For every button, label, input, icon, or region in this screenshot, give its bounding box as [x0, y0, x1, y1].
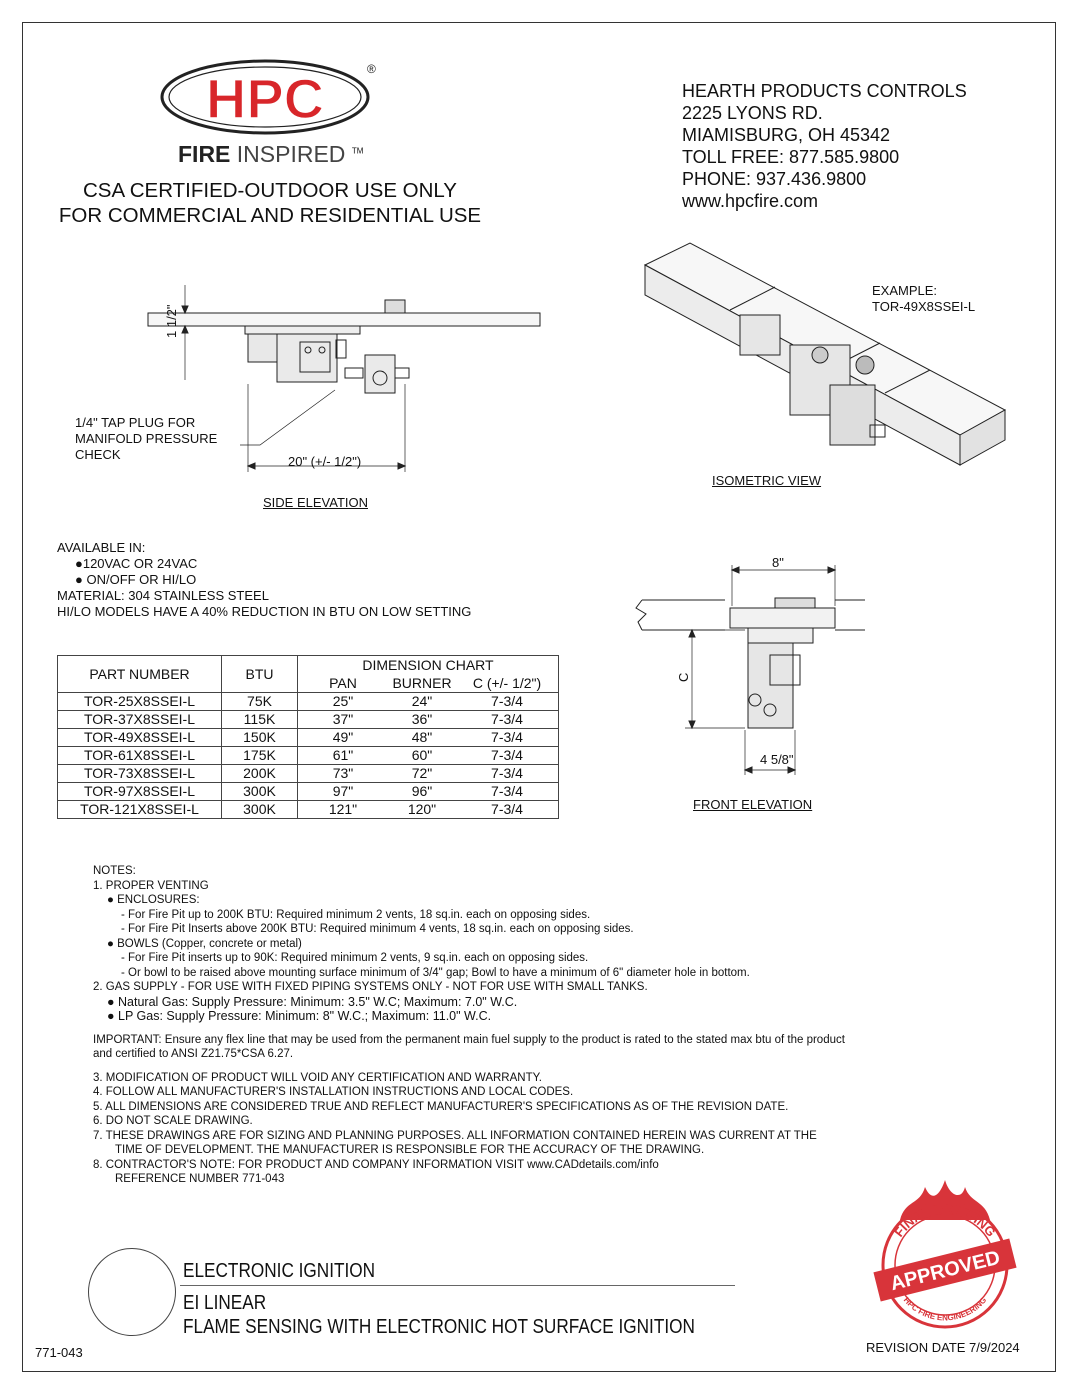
isometric-caption: ISOMETRIC VIEW: [712, 473, 822, 488]
btu-cell: 75K: [222, 693, 298, 711]
part-number-cell: TOR-121X8SSEI-L: [58, 801, 222, 819]
note-enclosure-2: - For Fire Pit Inserts above 200K BTU: Required minimum 4 vents, 18 sq.in. each on opposing sides.: [121, 923, 634, 935]
part-number-cell: TOR-37X8SSEI-L: [58, 711, 222, 729]
title-circle: [88, 1248, 176, 1336]
registered-mark: ®: [367, 62, 376, 76]
isometric-view-drawing: [640, 235, 1010, 475]
front-elevation-caption: FRONT ELEVATION: [693, 797, 813, 812]
table-row: [58, 783, 559, 801]
table-row: [58, 693, 559, 711]
btu-cell: 175K: [222, 747, 298, 765]
company-toll-free: TOLL FREE: 877.585.9800: [682, 147, 900, 167]
burner-cell: 60": [388, 747, 456, 765]
tm-mark: TM: [351, 146, 364, 156]
burner-cell: 120": [388, 801, 456, 819]
title-divider: [180, 1285, 735, 1286]
c-dimension-cell: 7-3/4: [456, 729, 559, 747]
side-elevation-caption: SIDE ELEVATION: [263, 495, 368, 510]
c-dimension-cell: 7-3/4: [456, 765, 559, 783]
note-7: 7. THESE DRAWINGS ARE FOR SIZING AND PLANNING PURPOSES. ALL INFORMATION CONTAINED HEREIN WAS CURRENT AT THE: [93, 1129, 817, 1142]
burner-cell: 36": [388, 711, 456, 729]
brand-tagline: [178, 141, 363, 168]
dimension-chart-header: DIMENSION CHART: [298, 656, 559, 675]
btu-cell: 150K: [222, 729, 298, 747]
note-bowl-2: - Or bowl to be raised above mounting surface minimum of 3/4" gap; Bowl to have a minimum of 6" diameter hole in bottom.: [121, 966, 750, 979]
logo-text: HPC: [205, 67, 325, 130]
part-number-cell: TOR-25X8SSEI-L: [58, 693, 222, 711]
c-dimension-cell: 7-3/4: [456, 801, 559, 819]
table-row: [58, 729, 559, 747]
table-row: [58, 801, 559, 819]
note-1: 1. PROPER VENTING: [93, 879, 209, 892]
btu-cell: 200K: [222, 765, 298, 783]
side-height-dim: 1 1/2": [164, 304, 179, 338]
btu-cell: 115K: [222, 711, 298, 729]
note-2: 2. GAS SUPPLY - FOR USE WITH FIXED PIPING SYSTEMS ONLY - NOT FOR USE WITH SMALL TANKS.: [93, 981, 648, 993]
company-phone: PHONE: 937.436.9800: [682, 169, 867, 189]
pan-cell: 25": [298, 693, 389, 711]
stamp-banner: APPROVED: [888, 1246, 1003, 1296]
note-3: 3. MODIFICATION OF PRODUCT WILL VOID ANY CERTIFICATION AND WARRANTY.: [93, 1071, 542, 1084]
part-number-cell: TOR-73X8SSEI-L: [58, 765, 222, 783]
front-elevation-drawing: [630, 560, 870, 780]
availability-block: [57, 540, 471, 620]
table-row: [58, 711, 559, 729]
note-lp-gas: ● LP Gas: Supply Pressure: Minimum: 8" W.C.; Maximum: 11.0" W.C.: [107, 1009, 492, 1023]
part-number-cell: TOR-49X8SSEI-L: [58, 729, 222, 747]
availability-heading: AVAILABLE IN:: [57, 540, 146, 555]
iso-example-model: TOR-49X8SSEI-L: [872, 299, 976, 314]
burner-cell: 72": [388, 765, 456, 783]
col-burner: BURNER: [392, 674, 452, 691]
iso-example-label: EXAMPLE:: [872, 283, 938, 298]
tagline-inspired: INSPIRED: [236, 141, 346, 167]
part-number-cell: TOR-97X8SSEI-L: [58, 783, 222, 801]
col-c: C (+/- 1/2"): [456, 674, 559, 693]
availability-option-1: ●120VAC OR 24VAC: [75, 556, 198, 571]
c-dimension-cell: 7-3/4: [456, 747, 559, 765]
tagline-fire: FIRE: [178, 141, 231, 167]
col-pan: PAN: [298, 674, 389, 693]
availability-option-2: ● ON/OFF OR HI/LO: [75, 572, 197, 587]
col-btu: BTU: [222, 656, 298, 693]
c-dimension-cell: 7-3/4: [456, 711, 559, 729]
pan-cell: 73": [298, 765, 389, 783]
note-8: 8. CONTRACTOR'S NOTE: FOR PRODUCT AND COMPANY INFORMATION VISIT www.CADdetails.com/info: [93, 1158, 659, 1171]
notes-heading: NOTES:: [93, 865, 136, 877]
company-city: MIAMISBURG, OH 45342: [682, 125, 891, 145]
title-line-3: FLAME SENSING WITH ELECTRONIC HOT SURFACE IGNITION: [183, 1316, 695, 1338]
revision-date: REVISION DATE 7/9/2024: [866, 1340, 1020, 1355]
stamp-bottom-text: HPC FIRE ENGINEERING: [901, 1295, 989, 1323]
col-part-number: PART NUMBER: [58, 656, 222, 693]
notes-block: [93, 864, 845, 1187]
btu-cell: 300K: [222, 783, 298, 801]
note-important-2: and certified to ANSI Z21.75*CSA 6.27.: [93, 1048, 294, 1060]
note-enclosure-1: - For Fire Pit up to 200K BTU: Required minimum 2 vents, 18 sq.in. each on opposing sides.: [121, 908, 591, 921]
front-height-dim: C: [676, 672, 691, 682]
pan-cell: 121": [298, 801, 389, 819]
table-row: [58, 765, 559, 783]
part-number-cell: TOR-61X8SSEI-L: [58, 747, 222, 765]
note-enclosures: ● ENCLOSURES:: [107, 894, 200, 906]
title-line-2: EI LINEAR: [183, 1292, 267, 1314]
front-base-dim: 4 5/8": [760, 752, 794, 767]
hilo-note: HI/LO MODELS HAVE A 40% REDUCTION IN BTU ON LOW SETTING: [57, 604, 472, 619]
company-street: 2225 LYONS RD.: [682, 103, 823, 123]
pan-cell: 61": [298, 747, 389, 765]
note-5: 5. ALL DIMENSIONS ARE CONSIDERED TRUE AND REFLECT MANUFACTURER'S SPECIFICATIONS AS OF THE REVISION DATE.: [93, 1100, 789, 1113]
drawing-number: 771-043: [35, 1345, 83, 1360]
burner-cell: 96": [388, 783, 456, 801]
c-dimension-cell: 7-3/4: [456, 693, 559, 711]
c-dimension-cell: 7-3/4: [456, 783, 559, 801]
pan-cell: 49": [298, 729, 389, 747]
company-name: HEARTH PRODUCTS CONTROLS: [682, 81, 967, 101]
company-web[interactable]: www.hpcfire.com: [682, 191, 819, 211]
tap-note-line-3: CHECK: [75, 447, 121, 462]
burner-cell: 48": [388, 729, 456, 747]
table-row: [58, 747, 559, 765]
certification-line-2: FOR COMMERCIAL AND RESIDENTIAL USE: [58, 204, 482, 227]
company-block: [682, 80, 967, 212]
reference-number: REFERENCE NUMBER 771-043: [115, 1173, 285, 1185]
side-width-dim: 20" (+/- 1/2"): [288, 454, 362, 469]
dimension-table: [57, 655, 559, 819]
pan-cell: 37": [298, 711, 389, 729]
tap-note-line-2: MANIFOLD PRESSURE: [75, 431, 218, 446]
certification-line-1: CSA CERTIFIED-OUTDOOR USE ONLY: [83, 179, 457, 202]
note-bowl-1: - For Fire Pit inserts up to 90K: Required minimum 2 vents, 9 sq.in. each on opposing sides.: [121, 952, 589, 964]
burner-cell: 24": [388, 693, 456, 711]
note-4: 4. FOLLOW ALL MANUFACTURER'S INSTALLATION INSTRUCTIONS AND LOCAL CODES.: [93, 1086, 574, 1098]
front-width-dim: 8": [772, 555, 784, 570]
iso-example: [872, 283, 975, 315]
title-line-1: ELECTRONIC IGNITION: [183, 1260, 376, 1282]
note-6: 6. DO NOT SCALE DRAWING.: [93, 1115, 253, 1127]
note-natural-gas: ● Natural Gas: Supply Pressure: Minimum: 3.5" W.C; Maximum: 7.0" W.C.: [107, 994, 518, 1009]
pan-cell: 97": [298, 783, 389, 801]
note-bowls: ● BOWLS (Copper, concrete or metal): [107, 937, 302, 950]
tap-plug-note: [75, 415, 217, 463]
material-line: MATERIAL: 304 STAINLESS STEEL: [57, 588, 269, 603]
tap-note-line-1: 1/4" TAP PLUG FOR: [75, 415, 196, 430]
stamp-arc-text: FINAL DRAWING: [891, 1201, 999, 1240]
approved-stamp: [870, 1175, 1020, 1335]
btu-cell: 300K: [222, 801, 298, 819]
note-7-cont: TIME OF DEVELOPMENT. THE MANUFACTURER IS RESPONSIBLE FOR THE ACCURACY OF THE DRAWING.: [115, 1144, 705, 1156]
note-important-1: IMPORTANT: Ensure any flex line that may be used from the permanent main fuel supply to the product is rated to the stated max btu of the product: [93, 1033, 845, 1046]
